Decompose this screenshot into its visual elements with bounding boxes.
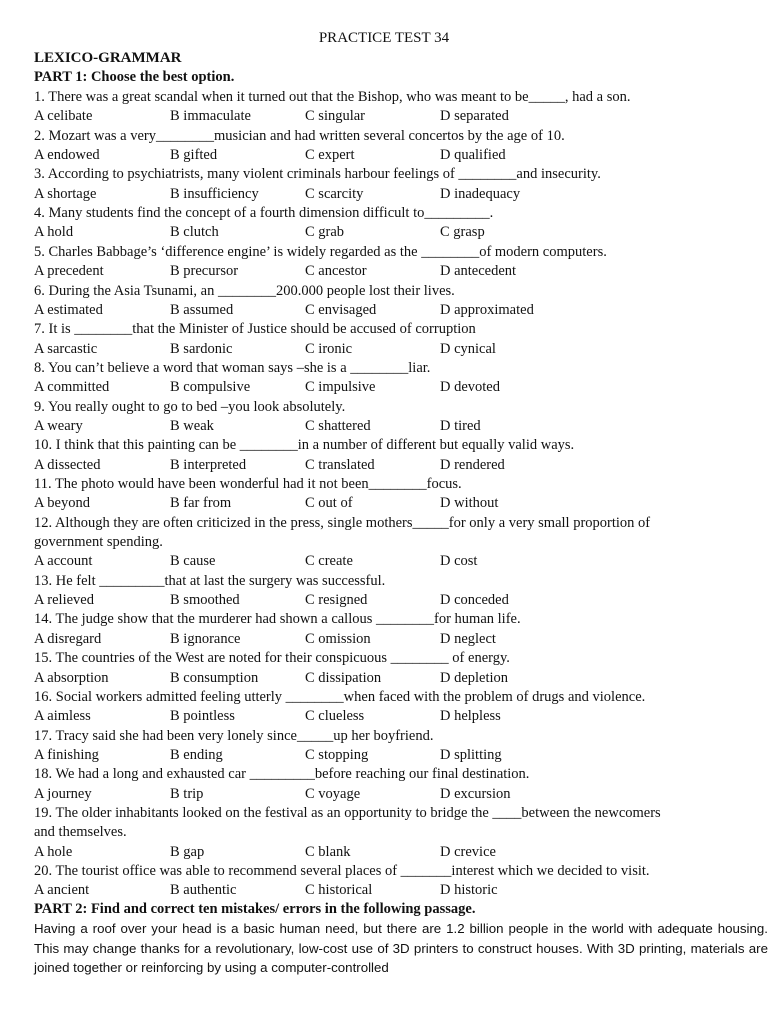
option-d[interactable]: D qualified xyxy=(440,147,506,164)
option-c[interactable]: C clueless xyxy=(305,708,365,725)
option-b[interactable]: B pointless xyxy=(170,708,235,725)
question-9: 9. You really ought to go to bed –you look absolutely. xyxy=(34,398,346,415)
option-b[interactable]: B sardonic xyxy=(170,340,233,357)
question-15: 15. The countries of the West are noted for their conspicuous ________ of energy. xyxy=(34,650,510,667)
option-c[interactable]: C stopping xyxy=(305,746,369,763)
option-c[interactable]: C create xyxy=(305,553,353,570)
option-d[interactable]: D devoted xyxy=(440,379,500,396)
option-a[interactable]: A journey xyxy=(34,785,92,802)
option-b[interactable]: B far from xyxy=(170,495,232,512)
option-c[interactable]: C scarcity xyxy=(305,185,364,202)
option-c[interactable]: C envisaged xyxy=(305,301,377,318)
options-row xyxy=(34,591,754,610)
option-c[interactable]: C shattered xyxy=(305,417,371,434)
options-row xyxy=(34,417,754,436)
question-16: 16. Social workers admitted feeling utterly ________when faced with the problem of drugs and violence. xyxy=(34,688,646,705)
option-b[interactable]: B assumed xyxy=(170,301,234,318)
option-b[interactable]: B clutch xyxy=(170,224,219,241)
option-a[interactable]: A aimless xyxy=(34,708,91,725)
option-c[interactable]: C expert xyxy=(305,147,355,164)
question-13: 13. He felt _________that at last the surgery was successful. xyxy=(34,572,386,589)
option-d[interactable]: D historic xyxy=(440,882,498,899)
option-d[interactable]: D without xyxy=(440,495,499,512)
option-c[interactable]: C resigned xyxy=(305,592,368,609)
question-6: 6. During the Asia Tsunami, an ________200.000 people lost their lives. xyxy=(34,282,455,299)
question-1: 1. There was a great scandal when it turned out that the Bishop, who was meant to be_____, had a son. xyxy=(34,89,631,105)
options-row xyxy=(34,707,754,726)
option-b[interactable]: B immaculate xyxy=(170,108,251,125)
question-8: 8. You can’t believe a word that woman says –she is a ________liar. xyxy=(34,359,431,376)
option-b[interactable]: B compulsive xyxy=(170,379,251,396)
option-a[interactable]: A finishing xyxy=(34,746,99,763)
options-row xyxy=(34,552,754,571)
option-d[interactable]: D neglect xyxy=(440,630,496,647)
options-row xyxy=(34,301,754,320)
option-b[interactable]: B consumption xyxy=(170,669,259,686)
question-2: 2. Mozart was a very________musician and had written several concertos by the age of 10. xyxy=(34,127,565,144)
option-a[interactable]: A weary xyxy=(34,417,83,434)
option-a[interactable]: A sarcastic xyxy=(34,340,98,357)
question-4: 4. Many students find the concept of a fourth dimension difficult to_________. xyxy=(34,205,494,222)
option-c[interactable]: C ancestor xyxy=(305,263,367,280)
option-b[interactable]: B smoothed xyxy=(170,592,240,609)
options-row xyxy=(34,146,754,165)
option-a[interactable]: A hold xyxy=(34,224,74,241)
question-10: 10. I think that this painting can be ________in a number of different but equally valid ways. xyxy=(34,437,575,454)
page-title: PRACTICE TEST 34 xyxy=(318,30,450,46)
option-d[interactable]: D cynical xyxy=(440,340,496,357)
option-d[interactable]: D rendered xyxy=(440,456,505,473)
option-a[interactable]: A beyond xyxy=(34,495,90,512)
question-7: 7. It is ________that the Minister of Justice should be accused of corruption xyxy=(34,321,476,338)
option-b[interactable]: B insufficiency xyxy=(170,185,259,202)
option-d[interactable]: D inadequacy xyxy=(440,185,521,202)
section-heading: LEXICO-GRAMMAR xyxy=(34,50,182,66)
options-row xyxy=(34,185,754,204)
option-a[interactable]: A committed xyxy=(34,379,110,396)
option-a[interactable]: A disregard xyxy=(34,630,102,647)
question-12-continuation: government spending. xyxy=(34,534,163,551)
options-row xyxy=(34,378,754,397)
question-12: 12. Although they are often criticized in the press, single mothers_____for only a very small proportion of xyxy=(34,514,651,531)
option-b[interactable]: B interpreted xyxy=(170,456,247,473)
question-19: 19. The older inhabitants looked on the festival as an opportunity to bridge the ____between the newcomers xyxy=(34,804,661,821)
question-3: 3. According to psychiatrists, many violent criminals harbour feelings of ________and insecurity. xyxy=(34,166,601,183)
option-c[interactable]: C singular xyxy=(305,108,366,125)
option-b[interactable]: B authentic xyxy=(170,882,237,899)
part2-heading: PART 2: Find and correct ten mistakes/ errors in the following passage. xyxy=(34,901,476,917)
option-d[interactable]: D splitting xyxy=(440,746,502,763)
options-row xyxy=(34,785,754,804)
question-14: 14. The judge show that the murderer had shown a callous ________for human life. xyxy=(34,611,521,628)
option-d[interactable]: D conceded xyxy=(440,592,509,609)
options-row xyxy=(34,262,754,281)
option-c[interactable]: C blank xyxy=(305,843,351,860)
option-a[interactable]: A celibate xyxy=(34,108,93,125)
option-d[interactable]: D excursion xyxy=(440,785,511,802)
option-b[interactable]: B cause xyxy=(170,553,216,570)
option-a[interactable]: A absorption xyxy=(34,669,109,686)
option-c[interactable]: C out of xyxy=(305,495,353,512)
option-a[interactable]: A precedent xyxy=(34,263,104,280)
option-c[interactable]: C ironic xyxy=(305,340,353,357)
option-d[interactable]: D approximated xyxy=(440,301,534,318)
option-a[interactable]: A estimated xyxy=(34,301,103,318)
options-row xyxy=(34,881,754,900)
option-d[interactable]: D separated xyxy=(440,108,509,125)
options-row xyxy=(34,494,754,513)
option-a[interactable]: A relieved xyxy=(34,592,94,609)
options-row xyxy=(34,223,754,242)
option-c[interactable]: C historical xyxy=(305,882,373,899)
option-a[interactable]: A account xyxy=(34,553,93,570)
option-b[interactable]: B ending xyxy=(170,746,223,763)
question-20: 20. The tourist office was able to recommend several places of _______interest which we decided to visit. xyxy=(34,863,650,879)
question-17: 17. Tracy said she had been very lonely since_____up her boyfriend. xyxy=(34,727,434,744)
options-row xyxy=(34,669,754,688)
option-d[interactable]: C grasp xyxy=(440,224,485,241)
option-d[interactable]: D cost xyxy=(440,553,478,570)
option-c[interactable]: C impulsive xyxy=(305,379,376,396)
options-row xyxy=(34,630,754,649)
question-18: 18. We had a long and exhausted car _________before reaching our final destination. xyxy=(34,766,530,783)
option-c[interactable]: C omission xyxy=(305,630,371,647)
option-d[interactable]: D crevice xyxy=(440,843,496,860)
option-c[interactable]: C grab xyxy=(305,224,345,241)
option-b[interactable]: B trip xyxy=(170,785,204,802)
question-5: 5. Charles Babbage’s ‘difference engine’ is widely regarded as the ________of modern computers. xyxy=(34,243,607,260)
option-d[interactable]: D antecedent xyxy=(440,263,517,280)
question-19-continuation: and themselves. xyxy=(34,824,127,841)
option-d[interactable]: D tired xyxy=(440,417,481,434)
option-a[interactable]: A endowed xyxy=(34,147,100,164)
option-c[interactable]: C dissipation xyxy=(305,669,382,686)
option-b[interactable]: B gap xyxy=(170,843,205,860)
option-a[interactable]: A shortage xyxy=(34,185,97,202)
question-11: 11. The photo would have been wonderful had it not been________focus. xyxy=(34,476,462,492)
option-d[interactable]: D depletion xyxy=(440,669,509,686)
option-b[interactable]: B gifted xyxy=(170,147,218,164)
options-row xyxy=(34,843,754,862)
option-a[interactable]: A hole xyxy=(34,843,73,860)
part1-heading: PART 1: Choose the best option. xyxy=(34,69,235,85)
option-c[interactable]: C voyage xyxy=(305,785,361,802)
option-a[interactable]: A ancient xyxy=(34,882,90,899)
option-b[interactable]: B ignorance xyxy=(170,630,241,647)
option-a[interactable]: A dissected xyxy=(34,456,101,473)
options-row xyxy=(34,456,754,475)
options-row xyxy=(34,746,754,765)
part2-passage: Having a roof over your head is a basic human need, but there are 1.2 billion people in the world with adequate housing. This may change thanks for a revolutionary, low-cost use of 3D printers to construct houses. With 3D printing, materials are joined together or reinforcing by using a computer-controlled xyxy=(34,921,768,975)
option-d[interactable]: D helpless xyxy=(440,708,501,725)
option-b[interactable]: B weak xyxy=(170,417,214,434)
options-row xyxy=(34,107,754,126)
option-b[interactable]: B precursor xyxy=(170,263,239,280)
option-c[interactable]: C translated xyxy=(305,456,375,473)
options-row xyxy=(34,340,754,359)
